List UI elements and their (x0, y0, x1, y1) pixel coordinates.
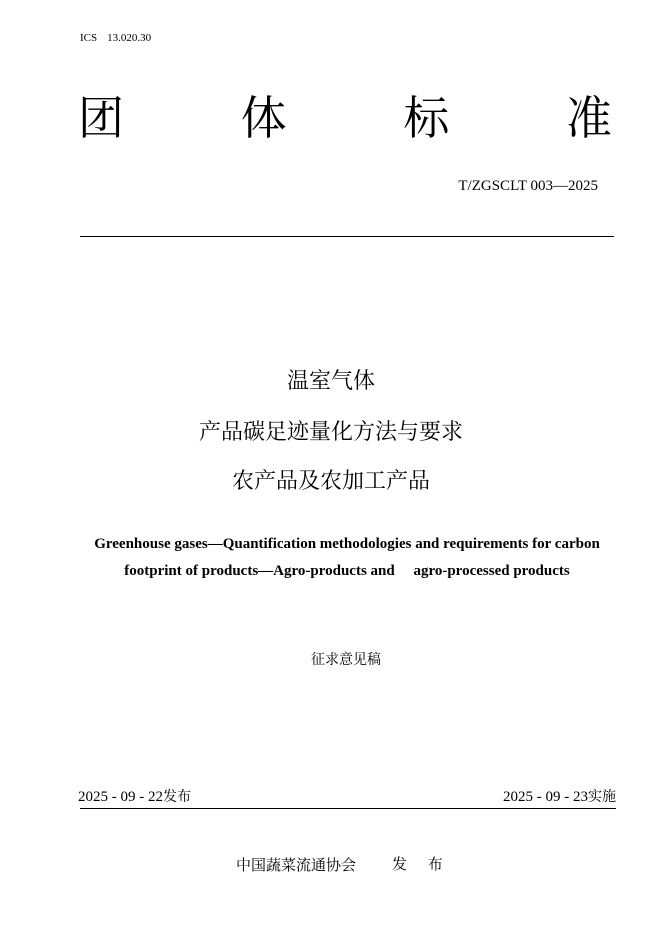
standard-type-char: 准 (565, 91, 612, 145)
title-cn-line-1: 温室气体 (286, 369, 375, 394)
title-en-line-2: footprint of products—Agro-products and agro-processed products (124, 563, 570, 579)
standard-type-heading (78, 88, 612, 148)
implementation-date-value: 2025 - 09 - 23 (503, 789, 588, 805)
standard-type-char: 团 (78, 91, 124, 145)
implementation-date-label: 实施 (588, 789, 616, 805)
issue-date (78, 786, 191, 806)
publish-label: 发 布 (392, 855, 451, 873)
bottom-divider (80, 808, 616, 809)
publisher-name: 中国蔬菜流通协会 (236, 856, 357, 874)
title-cn-line-3: 农产品及农加工产品 (231, 469, 430, 494)
draft-status: 征求意见稿 (311, 652, 381, 668)
issue-date-label: 发布 (163, 789, 191, 805)
standard-number: T/ZGSCLT 003—2025 (458, 178, 598, 194)
title-en-line-1: Greenhouse gases—Quantification methodologies and requirements for carbon (94, 536, 600, 552)
ics-label: ICS (80, 32, 98, 44)
top-divider (80, 236, 614, 237)
ics-number: 13.020.30 (107, 32, 152, 44)
standard-type-char: 体 (240, 91, 287, 145)
ics-code (80, 32, 161, 44)
title-cn-line-2: 产品碳足迹量化方法与要求 (198, 420, 463, 445)
standard-type-char: 标 (403, 91, 450, 145)
implementation-date (503, 786, 616, 806)
issue-date-value: 2025 - 09 - 22 (78, 789, 163, 805)
